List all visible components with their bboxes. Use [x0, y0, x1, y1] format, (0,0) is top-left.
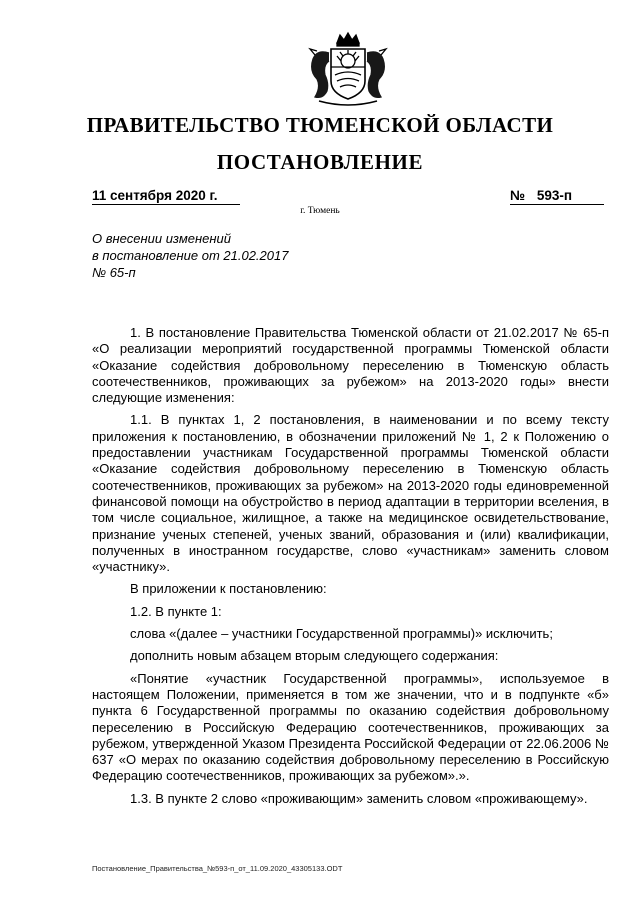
- document-type-title: ПОСТАНОВЛЕНИЕ: [216, 150, 424, 174]
- government-title: ПРАВИТЕЛЬСТВО ТЮМЕНСКОЙ ОБЛАСТИ: [86, 113, 554, 137]
- decree-date: 11 сентября 2020 г.: [92, 188, 240, 205]
- subject-line: № 65-п: [92, 265, 136, 280]
- paragraph: 1.2. В пункте 1:: [130, 603, 222, 619]
- subject-line: О внесении изменений: [92, 231, 231, 246]
- paragraph: В приложении к постановлению:: [130, 581, 327, 597]
- paragraph: дополнить новым абзацем вторым следующего содержания:: [130, 648, 499, 664]
- decree-subject: [92, 230, 288, 281]
- paragraph: слова «(далее – участники Государственной программы)» исключить;: [130, 626, 553, 642]
- decree-body: [92, 325, 609, 807]
- number-value: 593-п: [536, 188, 573, 203]
- coat-of-arms-icon: [293, 31, 403, 113]
- paragraph: 1.1. В пунктах 1, 2 постановления, в наименовании и по всему тексту приложения к постановлению, в обозначении приложений № 1, 2 к Положению о предоставлении участникам Государственной программы Тюменской области «Оказание содействия добровольному переселению в Тюменскую область соотечественников, проживающих за рубежом» на 2013-2020 годы единовременной финансовой помощи на обустройство в период адаптации в территории вселения, в том числе социальное, жилищное, а также на медицинское освидетельствование, признание ученых степеней, ученых званий, образования и (или) квалификации, полученных в иностранном государстве, слово «участникам» заменить словом «участнику».: [92, 412, 609, 575]
- file-footer: Постановление_Правительства_№593-п_от_11.09.2020_43305133.ODT: [92, 864, 343, 873]
- city-label: г. Тюмень: [300, 206, 340, 216]
- subject-line: в постановление от 21.02.2017: [92, 248, 289, 263]
- number-label: №: [510, 188, 526, 203]
- paragraph: «Понятие «участник Государственной программы», используемое в настоящем Положении, применяется в том же значении, что и в подпункте «б» пункта 6 Государственной программы по оказанию содействия добровольному переселению в Российскую Федерацию соотечественников, проживающих за рубежом, утвержденной Указом Президента Российской Федерации от 22.06.2006 № 637 «О мерах по оказанию содействия добровольному переселению в Российскую Федерацию соотечественников, проживающих за рубежом».».: [92, 670, 609, 784]
- decree-number: [510, 188, 604, 205]
- paragraph: 1. В постановление Правительства Тюменской области от 21.02.2017 № 65-п «О реализации мероприятий государственной программы Тюменской области «Оказание содействия добровольному переселению в Тюменскую область соотечественников, проживающих за рубежом» на 2013-2020 годы» внести следующие изменения:: [92, 325, 609, 406]
- paragraph: 1.3. В пункте 2 слово «проживающим» заменить словом «проживающему».: [130, 790, 588, 806]
